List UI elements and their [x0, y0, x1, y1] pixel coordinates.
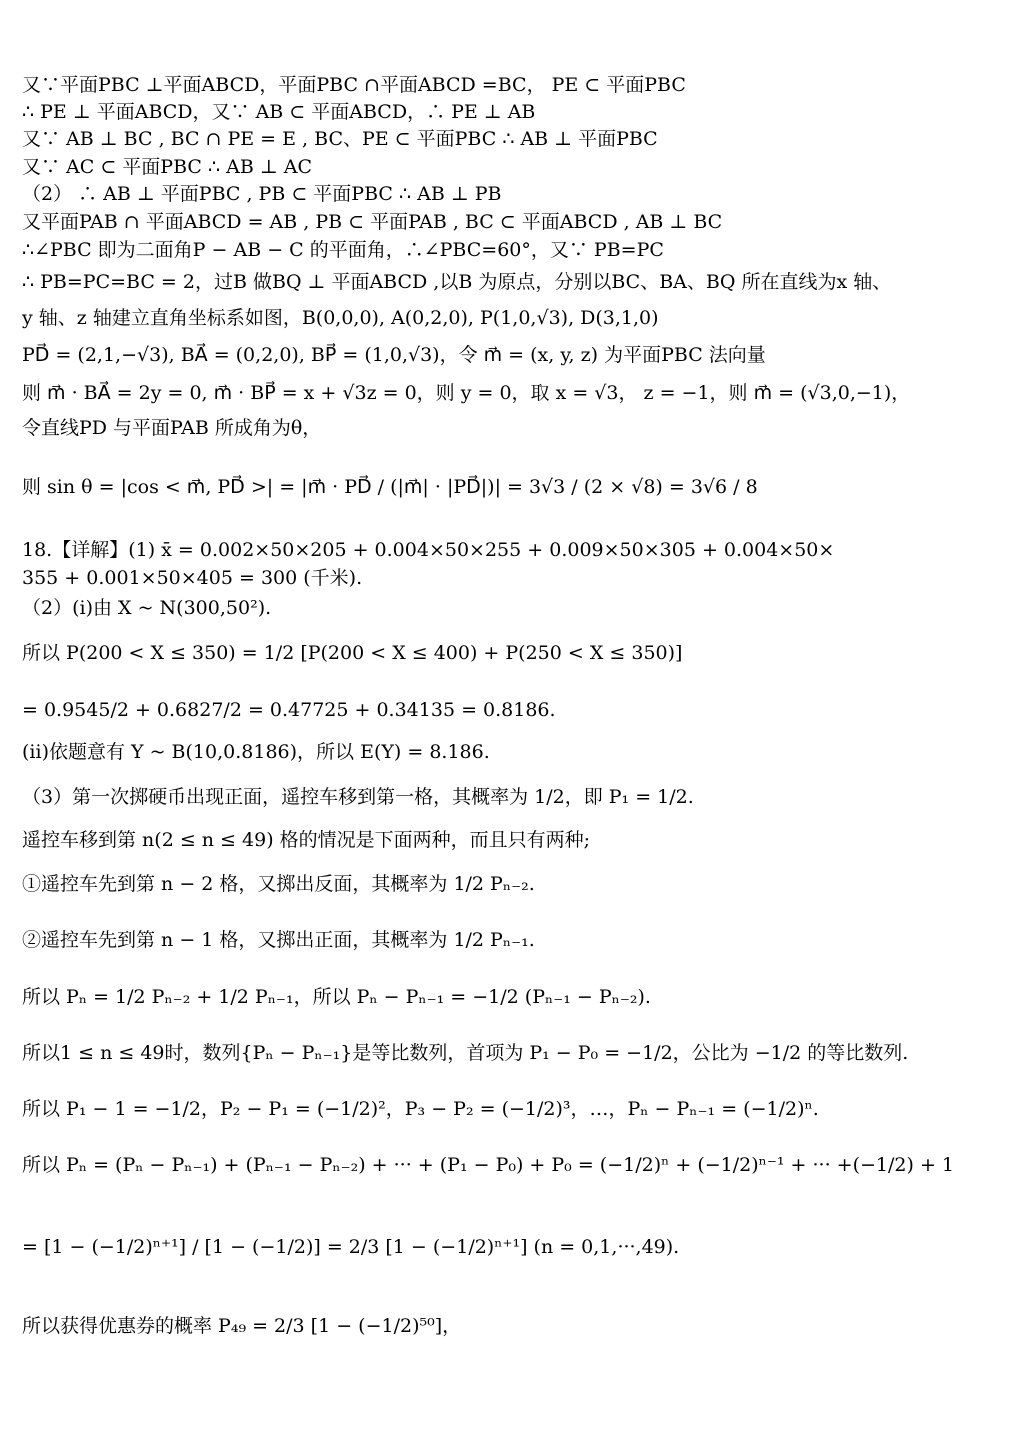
text-line: ①遥控车先到第 n − 2 格，又掷出反面，其概率为 1/2 Pₙ₋₂.: [22, 873, 535, 895]
text-line: (ii)依题意有 Y ~ B(10,0.8186)，所以 E(Y) = 8.186.: [22, 741, 490, 763]
formula-line: 所以 P₁ − 1 = −1/2，P₂ − P₁ = (−1/2)²，P₃ − P₂ = (−1/2)³，…，Pₙ − Pₙ₋₁ = (−1/2)ⁿ.: [22, 1098, 819, 1120]
text-line: ∴∠PBC 即为二面角P − AB − C 的平面角，∴∠PBC=60°，又∵ PB=PC: [22, 239, 664, 261]
text-line: 355 + 0.001×50×405 = 300 (千米).: [22, 567, 363, 589]
formula-line: 所以 P(200 < X ≤ 350) = 1/2 [P(200 < X ≤ 400) + P(250 < X ≤ 350)]: [22, 642, 683, 664]
text-line: （2）(i)由 X ~ N(300,50²).: [22, 597, 272, 619]
text-line: 又∵平面PBC ⊥平面ABCD，平面PBC ∩平面ABCD =BC， PE ⊂ 平面PBC: [22, 74, 686, 96]
text-line: 则 m⃗ · BA⃗ = 2y = 0, m⃗ · BP⃗ = x + √3z = 0，则 y = 0，取 x = √3， z = −1，则 m⃗ = (√3,0,−1)，: [22, 382, 911, 404]
text-line: 又平面PAB ∩ 平面ABCD = AB , PB ⊂ 平面PAB , BC ⊂ 平面ABCD , AB ⊥ BC: [22, 211, 723, 233]
text-line: 所以1 ≤ n ≤ 49时，数列{Pₙ − Pₙ₋₁}是等比数列，首项为 P₁ − P₀ = −1/2，公比为 −1/2 的等比数列.: [22, 1042, 909, 1064]
text-line: 遥控车移到第 n(2 ≤ n ≤ 49) 格的情况是下面两种，而且只有两种;: [22, 829, 591, 851]
formula-line: = 0.9545/2 + 0.6827/2 = 0.47725 + 0.34135 = 0.8186.: [22, 699, 556, 721]
text-line: 又∵ AB ⊥ BC , BC ∩ PE = E , BC、PE ⊂ 平面PBC ∴ AB ⊥ 平面PBC: [22, 128, 658, 150]
text-line: （3）第一次掷硬币出现正面，遥控车移到第一格，其概率为 1/2，即 P₁ = 1/2.: [22, 786, 694, 808]
text-line: ∴ PB=PC=BC = 2，过B 做BQ ⊥ 平面ABCD ,以B 为原点，分别以BC、BA、BQ 所在直线为x 轴、: [22, 271, 892, 293]
text-line: ②遥控车先到第 n − 1 格，又掷出正面，其概率为 1/2 Pₙ₋₁.: [22, 929, 535, 951]
formula-line: 所以获得优惠券的概率 P₄₉ = 2/3 [1 − (−1/2)⁵⁰]，: [22, 1315, 462, 1337]
text-line: 令直线PD 与平面PAB 所成角为θ，: [22, 417, 322, 439]
formula-line: 所以 Pₙ = 1/2 Pₙ₋₂ + 1/2 Pₙ₋₁，所以 Pₙ − Pₙ₋₁ = −1/2 (Pₙ₋₁ − Pₙ₋₂).: [22, 986, 651, 1008]
text-line: 又∵ AC ⊂ 平面PBC ∴ AB ⊥ AC: [22, 156, 312, 178]
text-line: （2） ∴ AB ⊥ 平面PBC , PB ⊂ 平面PBC ∴ AB ⊥ PB: [22, 183, 502, 205]
formula-line: = [1 − (−1/2)ⁿ⁺¹] / [1 − (−1/2)] = 2/3 [1 − (−1/2)ⁿ⁺¹] (n = 0,1,···,49).: [22, 1236, 680, 1258]
text-line: ∴ PE ⊥ 平面ABCD，又∵ AB ⊂ 平面ABCD，∴ PE ⊥ AB: [22, 101, 536, 123]
text-line: PD⃗ = (2,1,−√3), BA⃗ = (0,2,0), BP⃗ = (1,0,√3)，令 m⃗ = (x, y, z) 为平面PBC 法向量: [22, 344, 766, 366]
text-line: 18.【详解】(1) x̄ = 0.002×50×205 + 0.004×50×255 + 0.009×50×305 + 0.004×50×: [22, 539, 835, 561]
formula-line: 所以 Pₙ = (Pₙ − Pₙ₋₁) + (Pₙ₋₁ − Pₙ₋₂) + ··· + (P₁ − P₀) + P₀ = (−1/2)ⁿ + (−1/2)ⁿ⁻¹ + ··· +(−1/2) + 1: [22, 1154, 955, 1176]
text-line: y 轴、z 轴建立直角坐标系如图，B(0,0,0), A(0,2,0), P(1,0,√3), D(3,1,0): [22, 307, 659, 329]
formula-line: 则 sin θ = |cos < m⃗, PD⃗ >| = |m⃗ · PD⃗ / (|m⃗| · |PD⃗|)| = 3√3 / (2 × √8) = 3√6 / 8: [22, 476, 758, 498]
